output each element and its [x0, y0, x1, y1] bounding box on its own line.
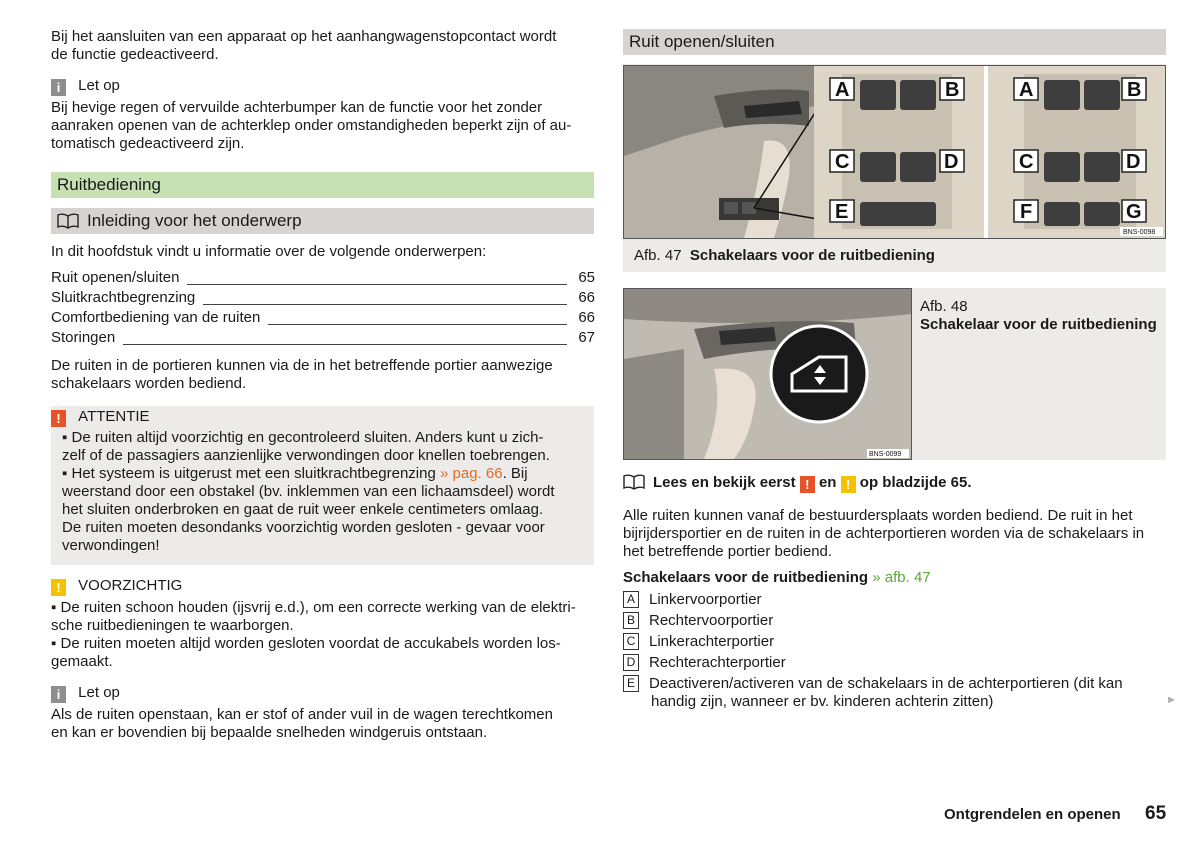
fig-label-a: A [835, 79, 850, 101]
body-paragraph: De ruiten in de portieren kunnen via de in het betreffende portier aanwezige schakelaars worden bediend. [51, 357, 553, 392]
subsection-title: Inleiding voor het onderwerp [87, 211, 302, 230]
caution-icon: ! [841, 476, 856, 493]
fig48-code: BNS-0099 [869, 451, 902, 458]
fig-label-b2: B [1127, 79, 1142, 101]
read-first-line: Lees en bekijk eerst ! en ! op bladzijde 65. [623, 474, 1168, 495]
key-label: D [623, 654, 639, 671]
fig-label-e: E [835, 201, 849, 223]
toc-item[interactable]: Storingen 67 [51, 329, 595, 346]
attentie-box: ! ATTENTIE ▪ De ruiten altijd voorzichtig en gecontroleerd sluiten. Anders kunt u zich- zelf of de passagiers aanzienlijke verwondingen door knellen toebrengen. ▪ Het systeem is uitgerust met een sluitkrachtbegrenzing » pag. 66. Bij weerstand door een obstakel (bv. inklemmen van een lichaamsdeel) wordt het sluiten onderbroken en gaat de ruit weer enkele centimeters omlaag. De ruiten moeten desondanks voorzichtig worden gesloten - gevaar voor verwondingen! [51, 406, 594, 565]
section-title-ruitbediening: Ruitbediening [51, 172, 594, 198]
key-label: C [623, 633, 639, 650]
info-icon: i [51, 686, 66, 703]
subsection-header [51, 208, 594, 234]
key-label: B [623, 612, 639, 629]
figure-link[interactable]: » afb. 47 [872, 569, 931, 586]
continue-arrow-icon: ► [1166, 694, 1177, 706]
warning-icon: ! [800, 476, 815, 493]
page-link[interactable]: » pag. 66 [440, 465, 503, 482]
book-icon [623, 474, 645, 495]
right-body-paragraph: Alle ruiten kunnen vanaf de bestuurdersplaats worden bediend. De ruit in het bijrijdersportier en de ruiten in de achterportieren worden via de schakelaars in het betreffende portier bediend. [623, 507, 1145, 560]
caution-icon: ! [51, 579, 66, 596]
toc-item[interactable]: Ruit openen/sluiten 65 [51, 269, 595, 286]
attentie-title: ATTENTIE [78, 408, 150, 425]
fig47-code: BNS-0098 [1123, 229, 1156, 236]
voorzichtig-box: ! VOORZICHTIG ▪ De ruiten schoon houden (ijsvrij e.d.), om een correcte werking van de elektri- sche ruitbedieningen te waarborgen. ▪ De ruiten moeten altijd worden gesloten voordat de accukabels worden los- gemaakt. [51, 577, 576, 670]
fig-label-a2: A [1019, 79, 1034, 101]
figure-47-image [623, 65, 1166, 239]
toc-item[interactable]: Sluitkrachtbegrenzing 66 [51, 289, 595, 306]
footer-chapter: Ontgrendelen en openen [944, 806, 1121, 823]
list-item: A Linkervoorportier [623, 591, 1168, 609]
note-box-1: i Let op Bij hevige regen of vervuilde achterbumper kan de functie voor het zonder aanraken openen van de achterklep onder omstandigheden beperkt zijn of au- tomatisch gedeactiveerd zijn. [51, 77, 572, 152]
fig-label-g: G [1126, 201, 1142, 223]
key-label: E [623, 675, 639, 692]
fig-label-b: B [945, 79, 960, 101]
list-item: B Rechtervoorportier [623, 612, 1168, 630]
fig-label-f: F [1020, 201, 1033, 223]
info-icon: i [51, 79, 66, 96]
page-number: 65 [1145, 803, 1167, 824]
fig48-caption: Afb. 48 Schakelaar voor de ruitbediening [920, 298, 1157, 333]
list-item: E Deactiveren/activeren van de schakelaars in de achterportieren (dit kan handig zijn, wanneer er bv. kinderen achterin zitten) [623, 675, 1168, 711]
fig47-caption: Afb. 47 Schakelaars voor de ruitbediening [634, 247, 935, 264]
intro-paragraph: Bij het aansluiten van een apparaat op het aanhangwagenstopcontact wordt de functie gedeactiveerd. [51, 28, 557, 63]
fig-label-c: C [835, 151, 850, 173]
list-item: D Rechterachterportier [623, 654, 1168, 672]
fig-label-d: D [944, 151, 959, 173]
fig-label-d2: D [1126, 151, 1141, 173]
note-box-2: i Let op Als de ruiten openstaan, kan er stof of ander vuil in de wagen terechtkomen en kan er bovendien bij bepaalde snelheden windgeruis ontstaan. [51, 684, 553, 741]
figure-47 [623, 64, 1166, 272]
warning-icon: ! [51, 410, 66, 427]
key-label: A [623, 591, 639, 608]
figure-48-image [623, 288, 912, 460]
book-icon [57, 211, 79, 237]
toc-item[interactable]: Comfortbediening van de ruiten 66 [51, 309, 595, 326]
note-title: Let op [78, 684, 120, 701]
toc-intro: In dit hoofdstuk vindt u informatie over de volgende onderwerpen: [51, 243, 487, 260]
figure-48 [623, 288, 1166, 460]
section-title-ruit-openen: Ruit openen/sluiten [623, 29, 1166, 55]
note-title: Let op [78, 77, 120, 94]
switch-list-title: Schakelaars voor de ruitbediening » afb. 47 [623, 569, 931, 586]
list-item: C Linkerachterportier [623, 633, 1168, 651]
voorzichtig-title: VOORZICHTIG [78, 577, 183, 594]
fig-label-c2: C [1019, 151, 1034, 173]
